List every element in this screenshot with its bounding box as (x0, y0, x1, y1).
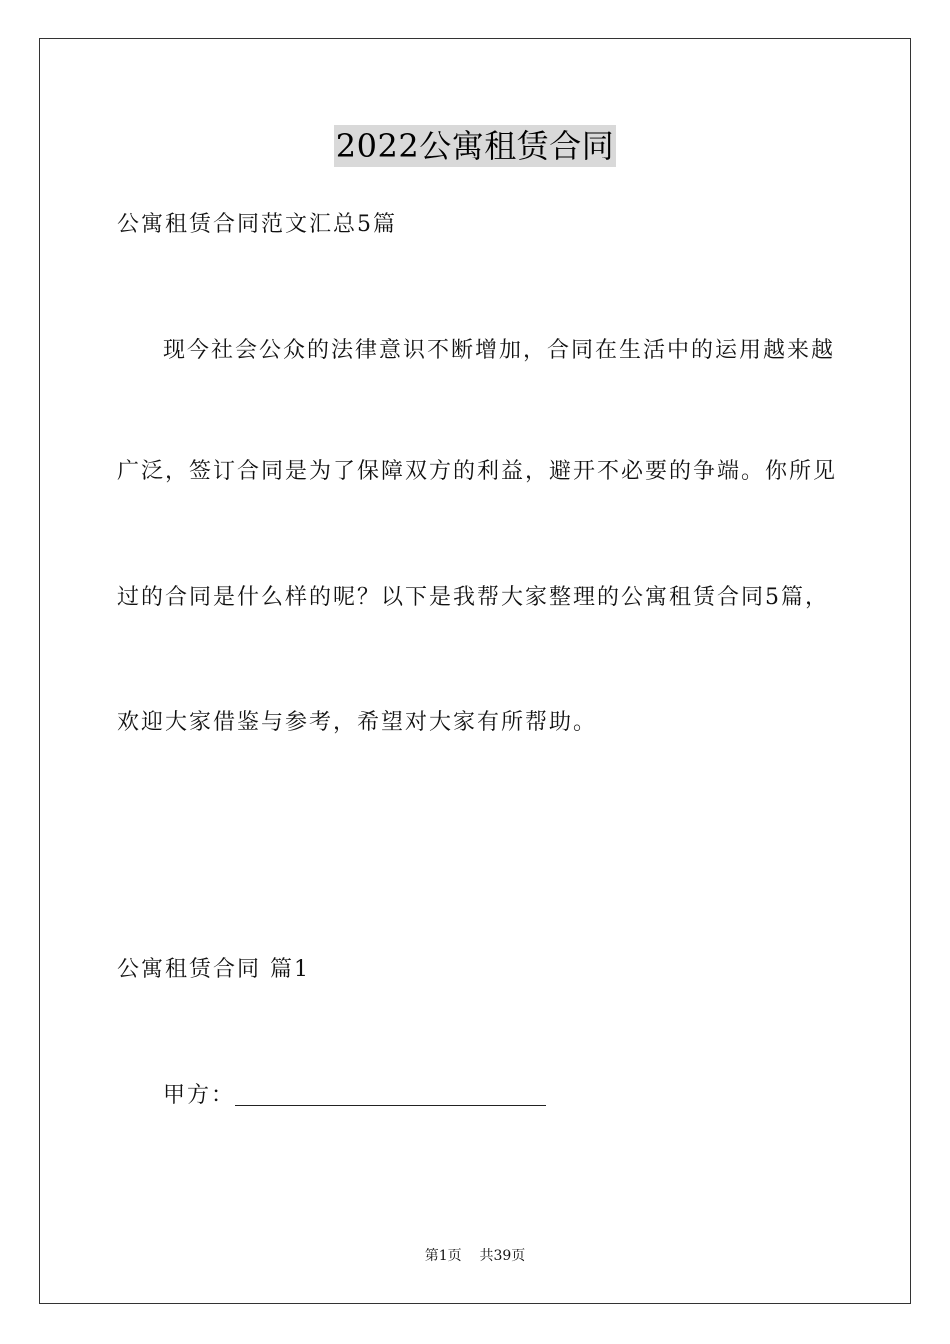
paragraph-line-4: 欢迎大家借鉴与参考，希望对大家有所帮助。 (117, 710, 598, 735)
paragraph-line-3: 过的合同是什么样的呢？以下是我帮大家整理的公寓租赁合同5篇， (117, 585, 829, 610)
title-container (0, 125, 950, 167)
section-heading: 公寓租赁合同 篇1 (117, 957, 310, 982)
document-subtitle: 公寓租赁合同范文汇总5篇 (117, 212, 397, 237)
document-title: 2022公寓租赁合同 (335, 127, 615, 165)
page-footer (0, 1246, 950, 1266)
party-a-blank-line (235, 1103, 546, 1106)
party-a-label: 甲方： (163, 1083, 236, 1108)
paragraph-line-2: 广泛，签订合同是为了保障双方的利益，避开不必要的争端。你所见 (117, 459, 838, 484)
paragraph-line-1: 现今社会公众的法律意识不断增加，合同在生活中的运用越来越 (163, 338, 836, 363)
page-number: 第1页 (424, 1248, 462, 1264)
total-pages: 共39页 (479, 1248, 526, 1264)
